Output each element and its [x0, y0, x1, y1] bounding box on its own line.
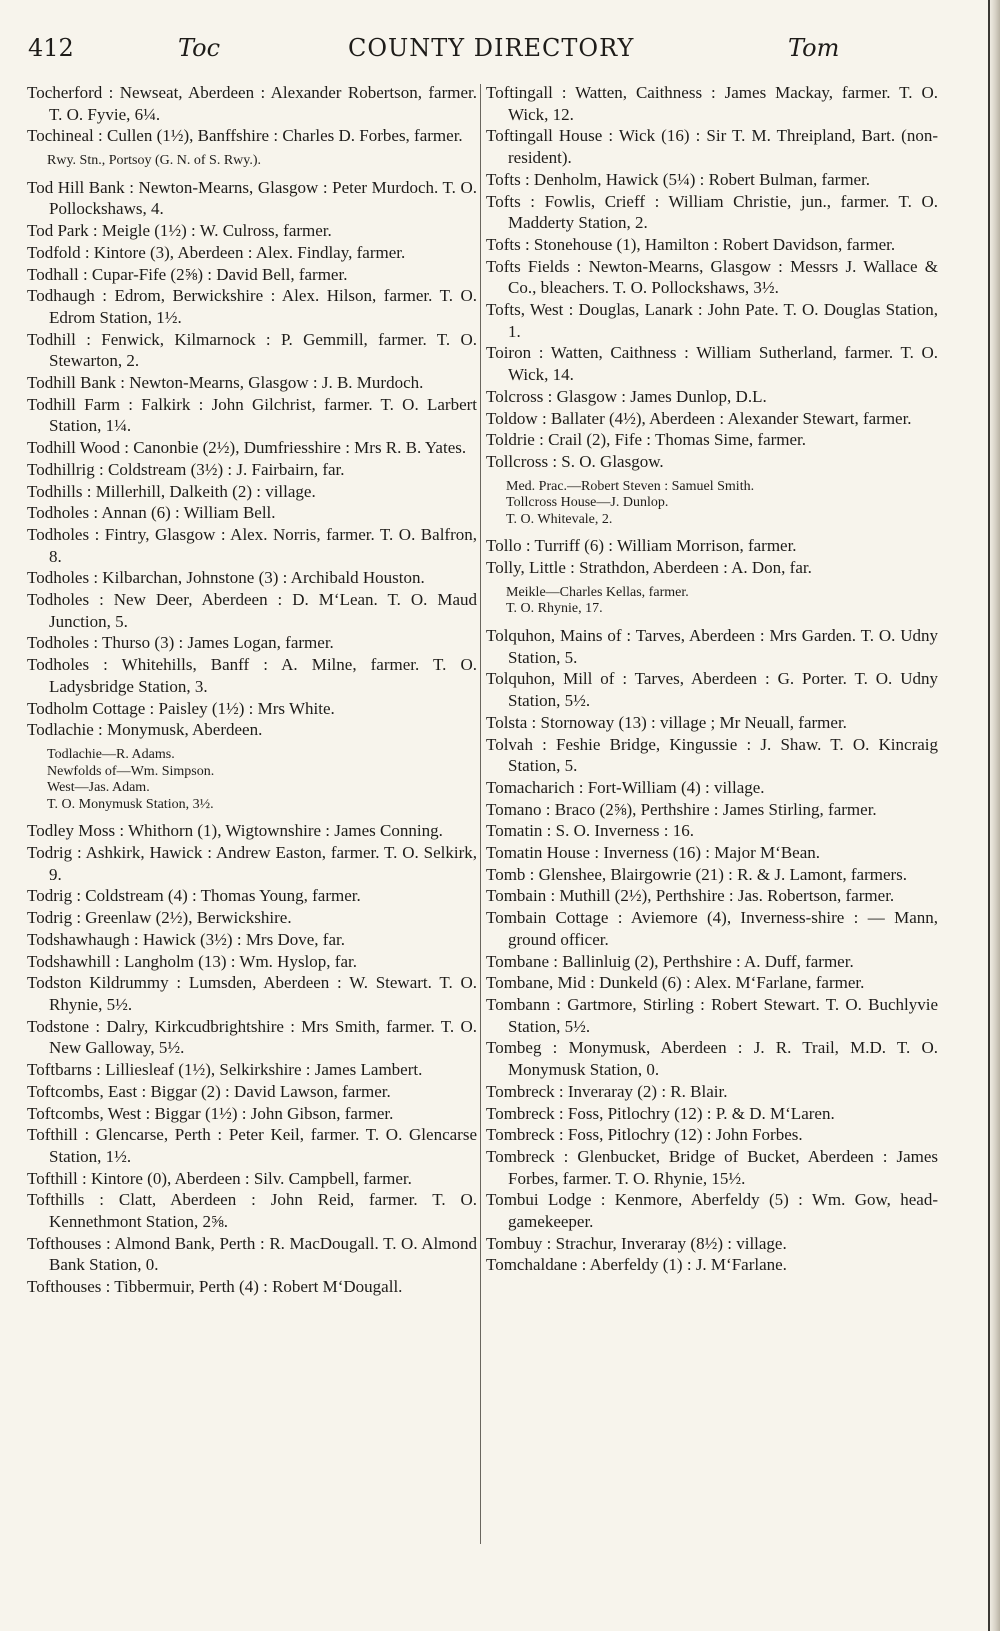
directory-entry: Todhills : Millerhill, Dalkeith (2) : village. — [27, 481, 316, 501]
sub-entry-line: Med. Prac.—Robert Steven : Samuel Smith. — [506, 478, 755, 494]
directory-entry: Tofthouses : Almond Bank, Perth : R. MacDougall. T. O. Almond Bank Station, 0. — [27, 1233, 477, 1275]
directory-entry: Todley Moss : Whithorn (1), Wigtownshire : James Conning. — [27, 821, 443, 841]
directory-entry: Tombane : Ballinluig (2), Perthshire : A. Duff, farmer. — [486, 951, 854, 971]
directory-entry: Tollcross : S. O. Glasgow. — [486, 451, 664, 471]
directory-entry: Tofthouses : Tibbermuir, Perth (4) : Robert M‘Dougall. — [27, 1277, 403, 1297]
directory-entry: Tod Park : Meigle (1½) : W. Culross, farmer. — [27, 221, 332, 241]
directory-entry: Todholes : New Deer, Aberdeen : D. M‘Lean. T. O. Maud Junction, 5. — [27, 590, 477, 631]
directory-entry: Tombuy : Strachur, Inveraray (8½) : village. — [486, 1233, 787, 1253]
page-title: COUNTY DIRECTORY — [348, 34, 635, 62]
directory-entry: Tombain : Muthill (2½), Perthshire : Jas. Robertson, farmer. — [486, 886, 895, 906]
sub-entry-line: T. O. Whitevale, 2. — [506, 511, 613, 527]
directory-entry: Todhillrig : Coldstream (3½) : J. Fairbairn, far. — [27, 459, 345, 479]
sub-entry-line: Meikle—Charles Kellas, farmer. — [506, 584, 689, 600]
directory-entry: Tombeg : Monymusk, Aberdeen : J. R. Trail, M.D. T. O. Monymusk Station, 0. — [486, 1038, 938, 1080]
directory-entry: Tombreck : Foss, Pitlochry (12) : John Forbes. — [486, 1125, 803, 1145]
directory-entry: Tomacharich : Fort-William (4) : village. — [486, 777, 765, 797]
directory-entry: Tombann : Gartmore, Stirling : Robert Stewart. T. O. Buchlyvie Station, 5½. — [486, 994, 938, 1036]
directory-entry: Tomano : Braco (2⅝), Perthshire : James Stirling, farmer. — [486, 799, 877, 819]
directory-entry: Tolvah : Feshie Bridge, Kingussie : J. Shaw. T. O. Kincraig Station, 5. — [486, 734, 938, 776]
directory-entry: Tomchaldane : Aberfeldy (1) : J. M‘Farlane. — [486, 1255, 787, 1275]
directory-entry: Todhill Wood : Canonbie (2½), Dumfriesshire : Mrs R. B. Yates. — [27, 438, 467, 458]
directory-entry: Tolquhon, Mains of : Tarves, Aberdeen : Mrs Garden. T. O. Udny Station, 5. — [486, 626, 938, 667]
directory-entry: Toldow : Ballater (4½), Aberdeen : Alexander Stewart, farmer. — [486, 408, 912, 428]
left-column — [27, 82, 477, 1298]
directory-entry: Todholes : Fintry, Glasgow : Alex. Norris, farmer. T. O. Balfron, 8. — [27, 524, 477, 566]
sub-entry-line: Rwy. Stn., Portsoy (G. N. of S. Rwy.). — [47, 153, 262, 169]
sub-entry-line: T. O. Rhynie, 17. — [506, 601, 603, 617]
directory-entry: Todshawhaugh : Hawick (3½) : Mrs Dove, far. — [27, 929, 345, 949]
directory-entry: Todrig : Ashkirk, Hawick : Andrew Easton, farmer. T. O. Selkirk, 9. — [27, 843, 477, 884]
column-divider — [480, 84, 481, 1544]
page-header — [28, 34, 858, 74]
sub-entry-line: Tollcross House—J. Dunlop. — [506, 495, 669, 511]
directory-entry: Todrig : Greenlaw (2½), Berwickshire. — [27, 908, 292, 928]
directory-entry: Tofthill : Glencarse, Perth : Peter Keil, farmer. T. O. Glencarse Station, 1½. — [27, 1125, 477, 1166]
directory-entry: Tomatin House : Inverness (16) : Major M‘Bean. — [486, 843, 821, 863]
directory-entry: Toiron : Watten, Caithness : William Sutherland, farmer. T. O. Wick, 14. — [486, 343, 938, 385]
directory-entry: Todlachie : Monymusk, Aberdeen. — [27, 720, 263, 740]
sub-entry-block — [27, 153, 477, 170]
directory-entry: Tofthill : Kintore (0), Aberdeen : Silv. Campbell, farmer. — [27, 1168, 412, 1188]
sub-entry-line: T. O. Monymusk Station, 3½. — [47, 796, 214, 812]
directory-entry: Tofts : Denholm, Hawick (5¼) : Robert Bulman, farmer. — [486, 169, 871, 189]
directory-entry: Todrig : Coldstream (4) : Thomas Young, farmer. — [27, 886, 361, 906]
directory-entry: Tofts : Fowlis, Crieff : William Christie, jun., farmer. T. O. Madderty Station, 2. — [486, 191, 938, 233]
sub-entry-block — [486, 585, 938, 618]
directory-entry: Todholes : Whitehills, Banff : A. Milne, farmer. T. O. Ladysbridge Station, 3. — [27, 655, 477, 696]
directory-entry: Todhall : Cupar-Fife (2⅝) : David Bell, farmer. — [27, 264, 348, 284]
directory-entry: Tofts : Stonehouse (1), Hamilton : Robert Davidson, farmer. — [486, 234, 896, 254]
directory-entry: Todhaugh : Edrom, Berwickshire : Alex. Hilson, farmer. T. O. Edrom Station, 1½. — [27, 286, 477, 327]
sub-entry-block — [27, 747, 477, 813]
guide-word-left: Toc — [178, 34, 221, 62]
sub-entry-block — [486, 479, 938, 529]
directory-entry: Todfold : Kintore (3), Aberdeen : Alex. Findlay, farmer. — [27, 242, 406, 262]
directory-entry: Toftingall House : Wick (16) : Sir T. M. Threipland, Bart. (non-resident). — [486, 126, 938, 168]
directory-entry: Tombane, Mid : Dunkeld (6) : Alex. M‘Farlane, farmer. — [486, 973, 865, 993]
directory-entry: Todhill : Fenwick, Kilmarnock : P. Gemmill, farmer. T. O. Stewarton, 2. — [27, 329, 477, 371]
directory-entry: Tomb : Glenshee, Blairgowrie (21) : R. & J. Lamont, farmers. — [486, 864, 908, 884]
directory-entry: Tochineal : Cullen (1½), Banffshire : Charles D. Forbes, farmer. — [27, 126, 463, 146]
directory-entry: Tofts Fields : Newton-Mearns, Glasgow : Messrs J. Wallace & Co., bleachers. T. O. Pollockshaws, 3½. — [486, 256, 938, 298]
directory-entry: Todshawhill : Langholm (13) : Wm. Hyslop, far. — [27, 951, 357, 971]
directory-entry: Toldrie : Crail (2), Fife : Thomas Sime, farmer. — [486, 430, 807, 450]
directory-entry: Toftcombs, East : Biggar (2) : David Lawson, farmer. — [27, 1081, 391, 1101]
directory-entry: Todholes : Annan (6) : William Bell. — [27, 503, 276, 523]
directory-entry: Tocherford : Newseat, Aberdeen : Alexander Robertson, farmer. T. O. Fyvie, 6¼. — [27, 83, 477, 124]
directory-entry: Tofthills : Clatt, Aberdeen : John Reid, farmer. T. O. Kennethmont Station, 2⅝. — [27, 1190, 477, 1232]
directory-entry: Tombreck : Foss, Pitlochry (12) : P. & D. M‘Laren. — [486, 1103, 835, 1123]
sub-entry-line: Todlachie—R. Adams. — [47, 746, 175, 762]
directory-entry: Toftcombs, West : Biggar (1½) : John Gibson, farmer. — [27, 1103, 394, 1123]
sub-entry-line: West—Jas. Adam. — [47, 780, 150, 796]
directory-entry: Tombreck : Glenbucket, Bridge of Bucket, Aberdeen : James Forbes, farmer. T. O. Rhynie, 15½. — [486, 1146, 938, 1188]
directory-entry: Tombain Cottage : Aviemore (4), Inverness-shire : — Mann, ground officer. — [486, 908, 938, 949]
directory-entry: Todholm Cottage : Paisley (1½) : Mrs White. — [27, 698, 335, 718]
directory-entry: Todhill Farm : Falkirk : John Gilchrist, farmer. T. O. Larbert Station, 1¼. — [27, 394, 477, 436]
directory-entry: Tolsta : Stornoway (13) : village ; Mr Neuall, farmer. — [486, 712, 847, 732]
directory-entry: Todhill Bank : Newton-Mearns, Glasgow : J. B. Murdoch. — [27, 373, 424, 393]
guide-word-right: Tom — [788, 34, 840, 62]
directory-entry: Todholes : Thurso (3) : James Logan, farmer. — [27, 633, 334, 653]
sub-entry-line: Newfolds of—Wm. Simpson. — [47, 763, 215, 779]
page-edge-line — [988, 0, 990, 1631]
directory-entry: Todstone : Dalry, Kirkcudbrightshire : Mrs Smith, farmer. T. O. New Galloway, 5½. — [27, 1016, 477, 1058]
directory-entry: Tod Hill Bank : Newton-Mearns, Glasgow : Peter Murdoch. T. O. Pollockshaws, 4. — [27, 177, 477, 219]
directory-entry: Tofts, West : Douglas, Lanark : John Pate. T. O. Douglas Station, 1. — [486, 300, 938, 341]
directory-entry: Toftbarns : Lilliesleaf (1½), Selkirkshire : James Lambert. — [27, 1060, 423, 1080]
directory-entry: Tolly, Little : Strathdon, Aberdeen : A. Don, far. — [486, 558, 812, 578]
page-number: 412 — [28, 34, 74, 62]
directory-entry: Tollo : Turriff (6) : William Morrison, farmer. — [486, 536, 797, 556]
directory-entry: Toftingall : Watten, Caithness : James Mackay, farmer. T. O. Wick, 12. — [486, 83, 938, 124]
directory-entry: Todholes : Kilbarchan, Johnstone (3) : Archibald Houston. — [27, 568, 425, 588]
directory-entry: Tolcross : Glasgow : James Dunlop, D.L. — [486, 386, 767, 406]
right-column — [486, 82, 938, 1276]
directory-entry: Todston Kildrummy : Lumsden, Aberdeen : W. Stewart. T. O. Rhynie, 5½. — [27, 973, 477, 1014]
directory-entry: Tombui Lodge : Kenmore, Aberfeldy (5) : Wm. Gow, head-gamekeeper. — [486, 1190, 938, 1232]
directory-entry: Tombreck : Inveraray (2) : R. Blair. — [486, 1081, 728, 1101]
directory-entry: Tolquhon, Mill of : Tarves, Aberdeen : G. Porter. T. O. Udny Station, 5½. — [486, 669, 938, 711]
directory-entry: Tomatin : S. O. Inverness : 16. — [486, 821, 694, 841]
